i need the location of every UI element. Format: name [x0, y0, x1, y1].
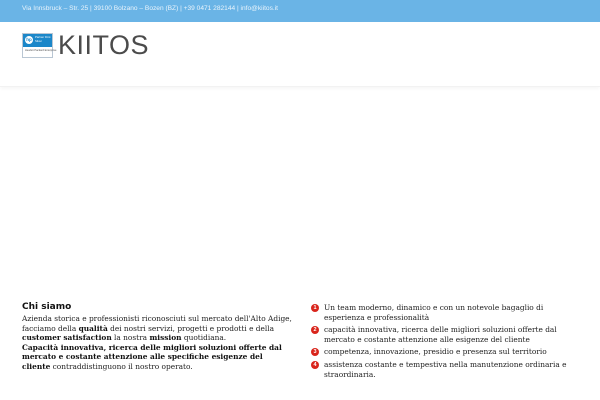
feature-item — [311, 325, 586, 344]
number-badge-icon: 1 — [311, 304, 319, 312]
site-header — [0, 22, 600, 87]
number-badge-icon: 4 — [311, 361, 319, 369]
feature-item — [311, 347, 586, 357]
feature-item — [311, 360, 586, 379]
hp-logo-icon: hp — [26, 36, 32, 42]
about-strong-quality: qualità — [78, 323, 108, 333]
feature-text: competenza, innovazione, presidio e presenza sul territorio — [324, 347, 547, 357]
logo-wordmark: KIITOS — [58, 30, 150, 60]
number-badge-icon: 2 — [311, 326, 319, 334]
badge-company: Hewlett Packard Enterprise — [25, 48, 57, 52]
feature-text: capacità innovativa, ricerca delle migliori soluzioni offerte dal mercato e costante attenzione alle esigenze del cliente — [324, 325, 557, 344]
hpe-partner-badge — [22, 33, 57, 58]
contact-info[interactable]: Via Innsbruck – Str. 25 | 39100 Bolzano – Bozen (BZ) | +39 0471 282144 | info@kiitos.it — [22, 5, 279, 12]
about-strong-innovation: Capacità innovativa, ricerca delle migliori soluzioni offerte dal mercato e costante attenzione alle specifiche esigenze del cliente — [22, 342, 282, 371]
about-section — [22, 302, 292, 372]
number-badge-icon: 3 — [311, 348, 319, 356]
features-list — [311, 303, 586, 382]
about-strong-mission: mission — [149, 333, 182, 343]
about-strong-customer-satisfaction: customer satisfaction — [22, 333, 112, 343]
feature-text: assistenza costante e tempestiva nella manutenzione ordinaria e straordinaria. — [324, 359, 567, 379]
about-text-part: contraddistinguono il nostro operato. — [50, 361, 193, 371]
site-logo[interactable] — [22, 32, 149, 58]
about-text-part: dei nostri servizi, progetti e prodotti e della — [107, 323, 275, 333]
about-text — [22, 314, 292, 372]
badge-label-line2: Silver — [35, 38, 42, 43]
badge-label-line1: Partner First — [35, 34, 51, 39]
feature-text: Un team moderno, dinamico e con un notevole bagaglio di esperienza e professionalità — [324, 303, 544, 322]
feature-item — [311, 303, 586, 322]
about-title: Chi siamo — [22, 302, 72, 312]
about-text-part: quotidiana. — [181, 333, 227, 343]
about-text-part: Azienda storica e professionisti riconosciuti sul mercato dell'Alto Adige, facciamo della — [22, 314, 292, 333]
top-contact-bar — [0, 0, 600, 22]
about-text-part: la nostra — [111, 333, 150, 343]
